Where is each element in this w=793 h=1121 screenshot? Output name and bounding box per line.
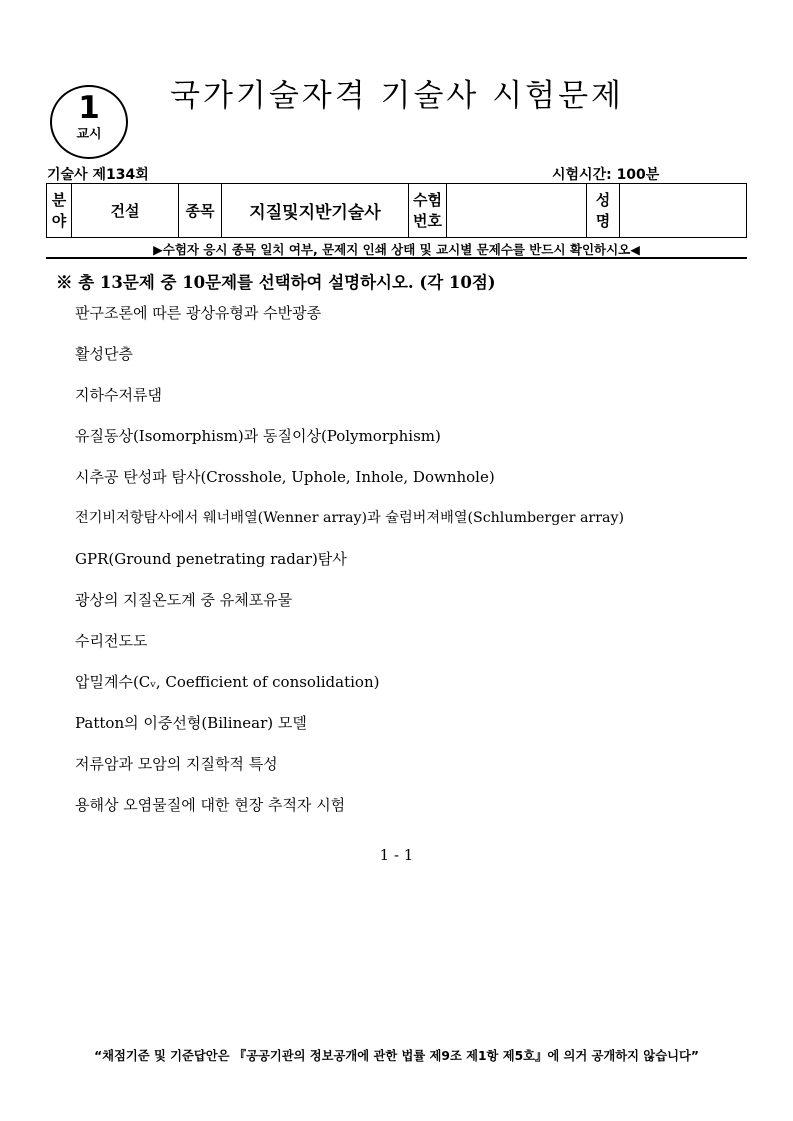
exam-number-label-top: 수험 <box>413 190 442 209</box>
session-label: 교시 <box>76 127 102 142</box>
question-text: 지하수저류댐 <box>75 386 162 404</box>
field-value: 건설 <box>72 184 179 238</box>
question-text: 광상의 지질온도계 중 유체포유물 <box>75 591 293 609</box>
question-text: 용해상 오염물질에 대한 현장 추적자 시험 <box>75 796 346 814</box>
exam-round: 기술사 제134회 <box>47 167 149 183</box>
instruction: ※ 총 13문제 중 10문제를 선택하여 설명하시오. (각 10점) <box>56 273 496 292</box>
question-text: 전기비저항탐사에서 웨너배열(Wenner array)과 슐럼버져배열(Schlumberger array) <box>75 510 624 526</box>
category-value: 지질및지반기술사 <box>222 184 409 238</box>
exam-header-table <box>46 183 747 238</box>
question-text: 압밀계수(Cᵥ, Coefficient of consolidation) <box>75 673 380 691</box>
page-number: 1 - 1 <box>379 846 414 864</box>
name-label <box>587 184 620 238</box>
exam-number-label-bottom: 번호 <box>413 211 442 230</box>
field-label-bottom: 야 <box>51 211 67 230</box>
field-label <box>47 184 72 238</box>
question-text: 수리전도도 <box>75 632 148 650</box>
name-label-top: 성 <box>595 190 611 209</box>
disclosure-footer: “채점기준 및 기준답안은 『공공기관의 정보공개에 관한 법률 제9조 제1항 제5호』에 의거 공개하지 않습니다” <box>94 1049 699 1063</box>
divider <box>46 257 747 259</box>
exam-info-row <box>47 164 747 184</box>
name-label-bottom: 명 <box>595 211 611 230</box>
category-label: 종목 <box>179 184 222 238</box>
exam-number-label <box>409 184 447 238</box>
session-number: 1 <box>78 90 100 126</box>
question-text: Patton의 이중선형(Bilinear) 모델 <box>75 714 307 732</box>
question-text: 저류암과 모암의 지질학적 특성 <box>75 755 278 773</box>
question-text: 유질동상(Isomorphism)과 동질이상(Polymorphism) <box>75 427 441 445</box>
field-label-top: 분 <box>51 190 67 209</box>
question-text: 시추공 탄성파 탐사(Crosshole, Uphole, Inhole, Downhole) <box>75 468 495 486</box>
page-title: 국가기술자격 기술사 시험문제 <box>170 78 625 114</box>
exam-number-field[interactable] <box>447 184 587 238</box>
session-badge <box>50 85 128 159</box>
exam-duration: 시험시간: 100분 <box>552 167 660 183</box>
check-notice: ▶수험자 응시 종목 일치 여부, 문제지 인쇄 상태 및 교시별 문제수를 반드시 확인하시오◀ <box>153 242 640 257</box>
question-text: 활성단층 <box>75 345 133 363</box>
question-text: 판구조론에 따른 광상유형과 수반광종 <box>75 304 322 322</box>
question-text: GPR(Ground penetrating radar)탐사 <box>75 550 347 568</box>
name-field[interactable] <box>620 184 747 238</box>
